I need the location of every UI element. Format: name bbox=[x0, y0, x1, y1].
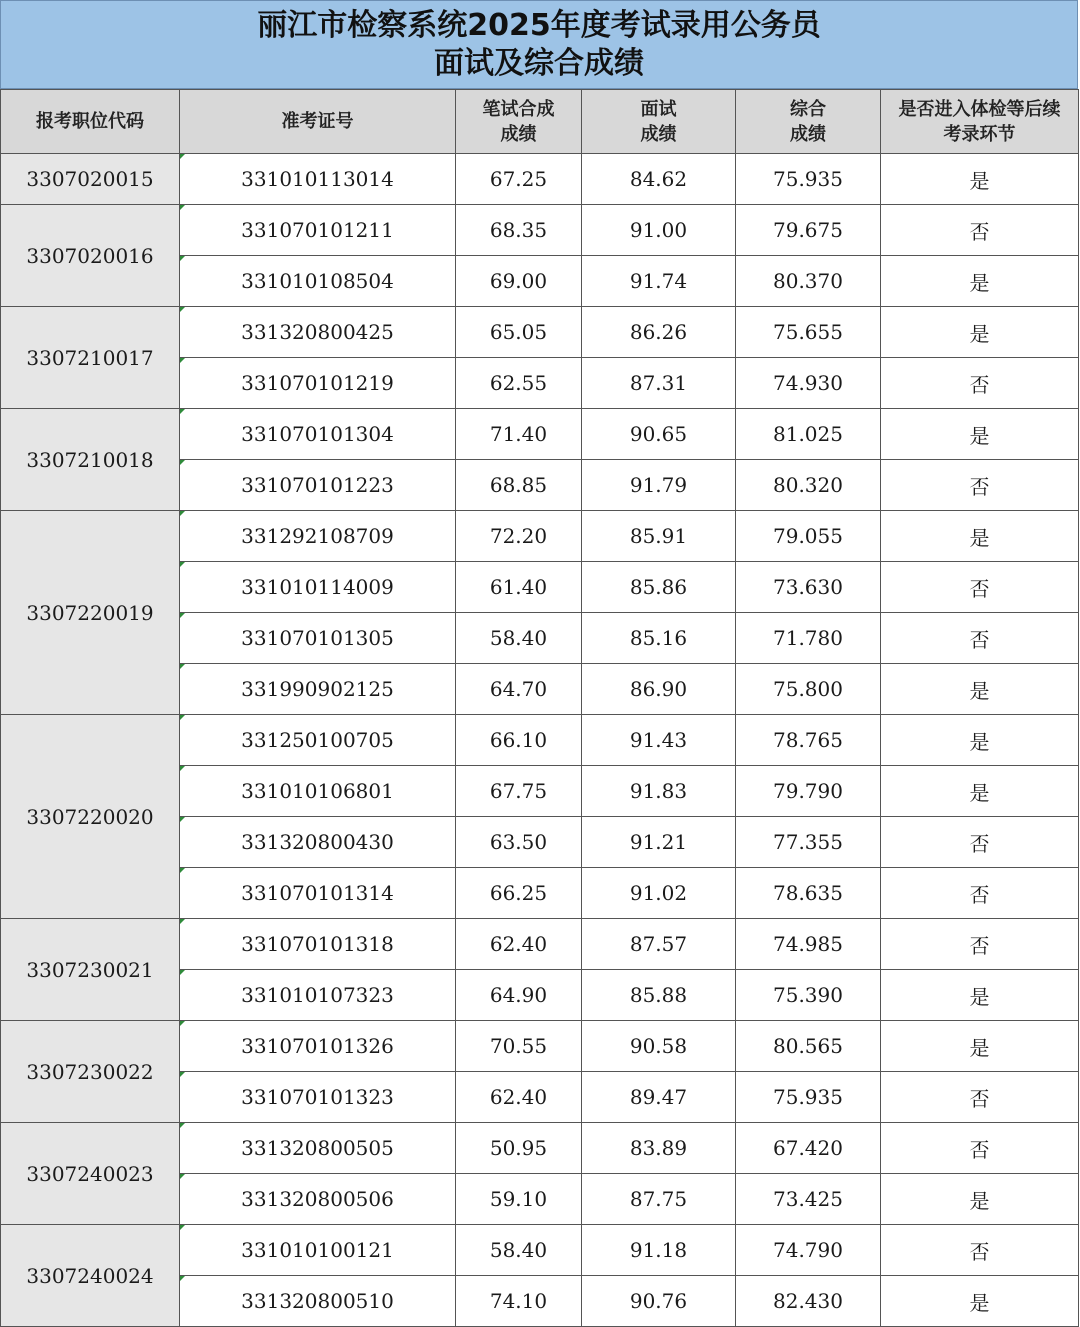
position-code-cell: 3307210017 bbox=[1, 307, 180, 409]
interview-score-cell: 90.76 bbox=[582, 1276, 736, 1327]
total-score-cell: 79.055 bbox=[736, 511, 881, 562]
advance-status-cell: 否 bbox=[881, 1123, 1079, 1174]
total-score-cell: 73.425 bbox=[736, 1174, 881, 1225]
header-position-code bbox=[1, 90, 180, 154]
advance-status-cell: 否 bbox=[881, 1072, 1079, 1123]
advance-status-cell: 否 bbox=[881, 817, 1079, 868]
written-score-cell: 58.40 bbox=[456, 1225, 582, 1276]
advance-status-cell: 是 bbox=[881, 154, 1079, 205]
header-advance-status bbox=[881, 90, 1079, 154]
interview-score-cell: 91.79 bbox=[582, 460, 736, 511]
header-written-score bbox=[456, 90, 582, 154]
advance-status-cell: 是 bbox=[881, 664, 1079, 715]
written-score-cell: 64.70 bbox=[456, 664, 582, 715]
total-score-cell: 75.935 bbox=[736, 1072, 881, 1123]
header-advance-line-1: 是否进入体检等后续 bbox=[898, 98, 1061, 120]
position-code-cell: 3307230021 bbox=[1, 919, 180, 1021]
interview-score-cell: 91.18 bbox=[582, 1225, 736, 1276]
ticket-number-cell: 331010100121 bbox=[180, 1225, 456, 1276]
ticket-number-cell: 331070101314 bbox=[180, 868, 456, 919]
header-total-score bbox=[736, 90, 881, 154]
advance-status-cell: 是 bbox=[881, 970, 1079, 1021]
advance-status-cell: 是 bbox=[881, 1276, 1079, 1327]
header-written-line-2: 成绩 bbox=[500, 123, 537, 145]
page-title bbox=[0, 0, 1078, 89]
position-code-cell: 3307240024 bbox=[1, 1225, 180, 1327]
written-score-cell: 63.50 bbox=[456, 817, 582, 868]
table-row bbox=[1, 1021, 1079, 1072]
header-interview-score bbox=[582, 90, 736, 154]
header-position-code-label: 报考职位代码 bbox=[36, 111, 144, 132]
advance-status-cell: 否 bbox=[881, 919, 1079, 970]
title-line-1: 丽江市检察系统2025年度考试录用公务员 bbox=[257, 7, 821, 43]
interview-score-cell: 87.75 bbox=[582, 1174, 736, 1225]
written-score-cell: 68.35 bbox=[456, 205, 582, 256]
interview-score-cell: 84.62 bbox=[582, 154, 736, 205]
ticket-number-cell: 331070101211 bbox=[180, 205, 456, 256]
written-score-cell: 68.85 bbox=[456, 460, 582, 511]
interview-score-cell: 91.43 bbox=[582, 715, 736, 766]
interview-score-cell: 90.58 bbox=[582, 1021, 736, 1072]
position-code-cell: 3307020016 bbox=[1, 205, 180, 307]
table-row bbox=[1, 919, 1079, 970]
total-score-cell: 74.985 bbox=[736, 919, 881, 970]
ticket-number-cell: 331292108709 bbox=[180, 511, 456, 562]
interview-score-cell: 86.26 bbox=[582, 307, 736, 358]
total-score-cell: 75.655 bbox=[736, 307, 881, 358]
ticket-number-cell: 331010108504 bbox=[180, 256, 456, 307]
written-score-cell: 59.10 bbox=[456, 1174, 582, 1225]
interview-score-cell: 85.91 bbox=[582, 511, 736, 562]
ticket-number-cell: 331070101326 bbox=[180, 1021, 456, 1072]
total-score-cell: 71.780 bbox=[736, 613, 881, 664]
written-score-cell: 65.05 bbox=[456, 307, 582, 358]
written-score-cell: 62.40 bbox=[456, 919, 582, 970]
advance-status-cell: 否 bbox=[881, 613, 1079, 664]
advance-status-cell: 是 bbox=[881, 256, 1079, 307]
advance-status-cell: 否 bbox=[881, 205, 1079, 256]
total-score-cell: 78.635 bbox=[736, 868, 881, 919]
ticket-number-cell: 331320800505 bbox=[180, 1123, 456, 1174]
header-ticket-number bbox=[180, 90, 456, 154]
written-score-cell: 62.55 bbox=[456, 358, 582, 409]
table-row bbox=[1, 307, 1079, 358]
advance-status-cell: 是 bbox=[881, 511, 1079, 562]
ticket-number-cell: 331010114009 bbox=[180, 562, 456, 613]
ticket-number-cell: 331070101304 bbox=[180, 409, 456, 460]
interview-score-cell: 85.16 bbox=[582, 613, 736, 664]
written-score-cell: 74.10 bbox=[456, 1276, 582, 1327]
position-code-cell: 3307210018 bbox=[1, 409, 180, 511]
table-row bbox=[1, 154, 1079, 205]
advance-status-cell: 否 bbox=[881, 460, 1079, 511]
total-score-cell: 82.430 bbox=[736, 1276, 881, 1327]
interview-score-cell: 87.31 bbox=[582, 358, 736, 409]
interview-score-cell: 83.89 bbox=[582, 1123, 736, 1174]
total-score-cell: 75.390 bbox=[736, 970, 881, 1021]
written-score-cell: 67.75 bbox=[456, 766, 582, 817]
title-line-2: 面试及综合成绩 bbox=[434, 45, 644, 81]
written-score-cell: 69.00 bbox=[456, 256, 582, 307]
total-score-cell: 80.320 bbox=[736, 460, 881, 511]
ticket-number-cell: 331320800506 bbox=[180, 1174, 456, 1225]
written-score-cell: 64.90 bbox=[456, 970, 582, 1021]
ticket-number-cell: 331010107323 bbox=[180, 970, 456, 1021]
ticket-number-cell: 331070101323 bbox=[180, 1072, 456, 1123]
total-score-cell: 80.565 bbox=[736, 1021, 881, 1072]
interview-score-cell: 91.02 bbox=[582, 868, 736, 919]
table-row bbox=[1, 205, 1079, 256]
ticket-number-cell: 331990902125 bbox=[180, 664, 456, 715]
ticket-number-cell: 331070101305 bbox=[180, 613, 456, 664]
interview-score-cell: 90.65 bbox=[582, 409, 736, 460]
advance-status-cell: 否 bbox=[881, 562, 1079, 613]
total-score-cell: 77.355 bbox=[736, 817, 881, 868]
written-score-cell: 58.40 bbox=[456, 613, 582, 664]
interview-score-cell: 85.86 bbox=[582, 562, 736, 613]
total-score-cell: 81.025 bbox=[736, 409, 881, 460]
total-score-cell: 75.935 bbox=[736, 154, 881, 205]
position-code-cell: 3307230022 bbox=[1, 1021, 180, 1123]
total-score-cell: 74.790 bbox=[736, 1225, 881, 1276]
ticket-number-cell: 331070101318 bbox=[180, 919, 456, 970]
total-score-cell: 80.370 bbox=[736, 256, 881, 307]
advance-status-cell: 是 bbox=[881, 715, 1079, 766]
total-score-cell: 67.420 bbox=[736, 1123, 881, 1174]
table-row bbox=[1, 1123, 1079, 1174]
header-total-line-2: 成绩 bbox=[790, 123, 826, 145]
total-score-cell: 75.800 bbox=[736, 664, 881, 715]
advance-status-cell: 是 bbox=[881, 1174, 1079, 1225]
written-score-cell: 62.40 bbox=[456, 1072, 582, 1123]
header-ticket-number-label: 准考证号 bbox=[281, 111, 354, 132]
scores-table bbox=[0, 89, 1079, 1327]
written-score-cell: 72.20 bbox=[456, 511, 582, 562]
advance-status-cell: 否 bbox=[881, 1225, 1079, 1276]
ticket-number-cell: 331250100705 bbox=[180, 715, 456, 766]
header-advance-line-2: 考录环节 bbox=[943, 123, 1016, 145]
position-code-cell: 3307220019 bbox=[1, 511, 180, 715]
interview-score-cell: 86.90 bbox=[582, 664, 736, 715]
advance-status-cell: 是 bbox=[881, 766, 1079, 817]
written-score-cell: 61.40 bbox=[456, 562, 582, 613]
table-row bbox=[1, 1225, 1079, 1276]
table-row bbox=[1, 511, 1079, 562]
total-score-cell: 79.790 bbox=[736, 766, 881, 817]
header-row bbox=[1, 90, 1079, 154]
ticket-number-cell: 331070101223 bbox=[180, 460, 456, 511]
advance-status-cell: 否 bbox=[881, 358, 1079, 409]
header-interview-line-1: 面试 bbox=[640, 98, 677, 120]
total-score-cell: 79.675 bbox=[736, 205, 881, 256]
ticket-number-cell: 331010106801 bbox=[180, 766, 456, 817]
ticket-number-cell: 331320800425 bbox=[180, 307, 456, 358]
ticket-number-cell: 331010113014 bbox=[180, 154, 456, 205]
written-score-cell: 71.40 bbox=[456, 409, 582, 460]
written-score-cell: 67.25 bbox=[456, 154, 582, 205]
interview-score-cell: 85.88 bbox=[582, 970, 736, 1021]
written-score-cell: 66.25 bbox=[456, 868, 582, 919]
total-score-cell: 73.630 bbox=[736, 562, 881, 613]
position-code-cell: 3307240023 bbox=[1, 1123, 180, 1225]
position-code-cell: 3307020015 bbox=[1, 154, 180, 205]
interview-score-cell: 91.00 bbox=[582, 205, 736, 256]
table-row bbox=[1, 715, 1079, 766]
advance-status-cell: 是 bbox=[881, 307, 1079, 358]
ticket-number-cell: 331320800430 bbox=[180, 817, 456, 868]
interview-score-cell: 91.74 bbox=[582, 256, 736, 307]
advance-status-cell: 是 bbox=[881, 409, 1079, 460]
written-score-cell: 50.95 bbox=[456, 1123, 582, 1174]
header-interview-line-2: 成绩 bbox=[640, 123, 677, 145]
table-row bbox=[1, 409, 1079, 460]
header-written-line-1: 笔试合成 bbox=[482, 98, 555, 120]
table-body bbox=[1, 154, 1079, 1327]
advance-status-cell: 是 bbox=[881, 1021, 1079, 1072]
ticket-number-cell: 331070101219 bbox=[180, 358, 456, 409]
interview-score-cell: 89.47 bbox=[582, 1072, 736, 1123]
total-score-cell: 74.930 bbox=[736, 358, 881, 409]
header-total-line-1: 综合 bbox=[790, 98, 826, 120]
written-score-cell: 66.10 bbox=[456, 715, 582, 766]
interview-score-cell: 91.21 bbox=[582, 817, 736, 868]
position-code-cell: 3307220020 bbox=[1, 715, 180, 919]
interview-score-cell: 87.57 bbox=[582, 919, 736, 970]
total-score-cell: 78.765 bbox=[736, 715, 881, 766]
interview-score-cell: 91.83 bbox=[582, 766, 736, 817]
written-score-cell: 70.55 bbox=[456, 1021, 582, 1072]
ticket-number-cell: 331320800510 bbox=[180, 1276, 456, 1327]
advance-status-cell: 否 bbox=[881, 868, 1079, 919]
